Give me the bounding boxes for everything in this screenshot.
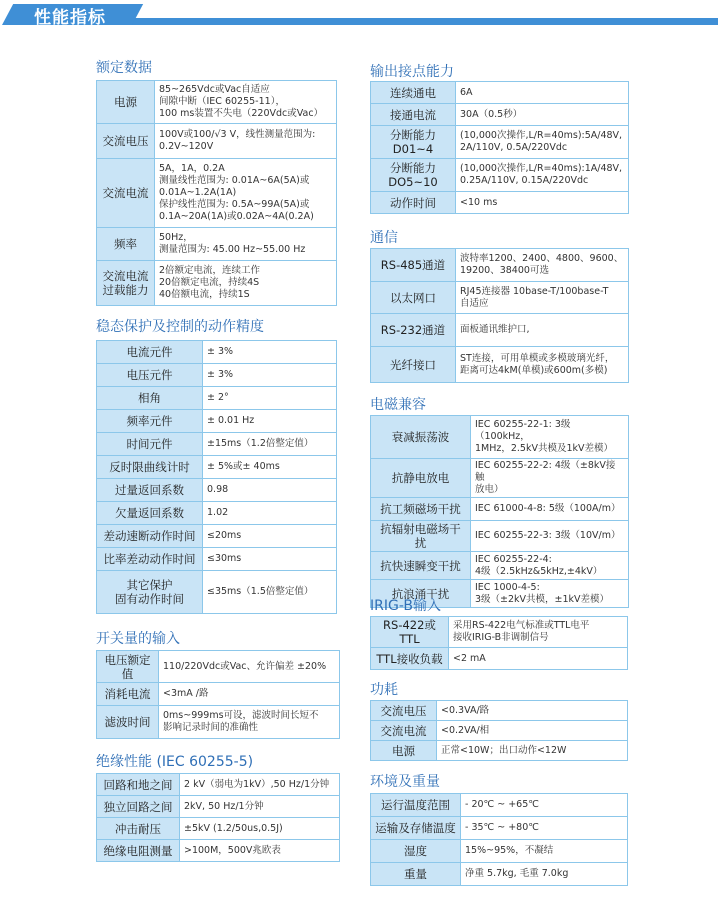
spec-label: 反时限曲线计时 bbox=[97, 456, 203, 479]
spec-row bbox=[371, 648, 628, 670]
spec-row bbox=[371, 126, 629, 159]
spec-value: <10 ms bbox=[456, 192, 629, 214]
spec-value: 100V或100/√3 V，线性测量范围为: 0.2V~120V bbox=[155, 124, 337, 159]
spec-row bbox=[371, 840, 628, 863]
spec-value: 5A，1A，0.2A 测量线性范围为: 0.01A~6A(5A)或 0.01A~1.2A(1A) 保护线性范围为: 0.5A~99A(5A)或 0.1A~20A(1A)或0.02A~4A(0.2A) bbox=[155, 159, 337, 228]
spec-value: IEC 60255-22-4: 4级（2.5kHz&5kHz,±4kV） bbox=[471, 552, 629, 580]
spec-label: 重量 bbox=[371, 863, 461, 886]
spec-row bbox=[371, 552, 629, 580]
spec-row bbox=[97, 456, 337, 479]
spec-value: 2 kV（弱电为1kV）,50 Hz/1分钟 bbox=[180, 774, 340, 796]
spec-label: 交流电流 过载能力 bbox=[97, 261, 155, 306]
spec-label: 回路和地之间 bbox=[97, 774, 180, 796]
spec-row bbox=[371, 159, 629, 192]
spec-label: 相角 bbox=[97, 387, 203, 410]
spec-label: 运行温度范围 bbox=[371, 794, 461, 817]
spec-label: TTL接收负载 bbox=[371, 648, 449, 670]
spec-label: 接通电流 bbox=[371, 104, 456, 126]
spec-row bbox=[97, 774, 340, 796]
spec-label: 交流电流 bbox=[371, 721, 437, 741]
page-title: 性能指标 bbox=[34, 8, 106, 28]
table-emc bbox=[370, 415, 629, 608]
spec-label: 以太网口 bbox=[371, 282, 456, 314]
spec-value: (10,000次操作,L/R=40ms):5A/48V, 2A/110V, 0.5A/220Vdc bbox=[456, 126, 629, 159]
spec-label: 抗工频磁场干扰 bbox=[371, 498, 471, 521]
spec-value: 采用RS-422电气标准或TTL电平 接收IRIG-B非调制信号 bbox=[449, 617, 628, 648]
table-irig bbox=[370, 616, 628, 670]
spec-row bbox=[97, 502, 337, 525]
spec-row bbox=[371, 104, 629, 126]
spec-value: 85~265Vdc或Vac自适应 间隙中断（IEC 60255-11）， 100 ms装置不失电（220Vdc或Vac） bbox=[155, 81, 337, 124]
spec-value: IEC 60255-22-1: 3级（100kHz， 1MHz，2.5kV共模及1kV差模） bbox=[471, 416, 629, 459]
spec-value: 面板通讯维护口, bbox=[456, 314, 629, 347]
spec-label: 电流元件 bbox=[97, 341, 203, 364]
spec-row bbox=[371, 416, 629, 459]
spec-value: 0.98 bbox=[203, 479, 337, 502]
spec-row bbox=[371, 863, 628, 886]
table-switch-input bbox=[96, 650, 340, 739]
spec-row bbox=[97, 818, 340, 840]
spec-row bbox=[371, 794, 628, 817]
spec-label: 湿度 bbox=[371, 840, 461, 863]
spec-row bbox=[371, 617, 628, 648]
spec-label: 其它保护 固有动作时间 bbox=[97, 571, 203, 614]
table-output bbox=[370, 81, 629, 214]
spec-row bbox=[371, 521, 629, 552]
spec-row bbox=[97, 525, 337, 548]
spec-value: IEC 60255-22-3: 3级（10V/m） bbox=[471, 521, 629, 552]
spec-value: RJ45连接器 10base-T/100base-T 自适应 bbox=[456, 282, 629, 314]
section-title-irig: IRIG-B输入 bbox=[370, 598, 441, 614]
spec-label: 频率 bbox=[97, 228, 155, 261]
spec-value: <0.2VA/相 bbox=[437, 721, 628, 741]
spec-row bbox=[371, 192, 629, 214]
spec-value: 50Hz， 测量范围为: 45.00 Hz~55.00 Hz bbox=[155, 228, 337, 261]
spec-label: 差动速断动作时间 bbox=[97, 525, 203, 548]
spec-row bbox=[97, 159, 337, 228]
spec-row bbox=[371, 701, 628, 721]
table-comm bbox=[370, 248, 629, 383]
table-accuracy bbox=[96, 340, 337, 614]
spec-row bbox=[371, 249, 629, 282]
spec-value: ± 0.01 Hz bbox=[203, 410, 337, 433]
spec-value: ±15ms（1.2倍整定值） bbox=[203, 433, 337, 456]
spec-label: 比率差动动作时间 bbox=[97, 548, 203, 571]
spec-value: ± 5%或± 40ms bbox=[203, 456, 337, 479]
spec-row bbox=[97, 571, 337, 614]
spec-value: <0.3VA/路 bbox=[437, 701, 628, 721]
spec-row bbox=[371, 82, 629, 104]
spec-value: ≤35ms（1.5倍整定值） bbox=[203, 571, 337, 614]
spec-value: ≤20ms bbox=[203, 525, 337, 548]
spec-row bbox=[97, 840, 340, 862]
spec-label: 分断能力 D01~4 bbox=[371, 126, 456, 159]
spec-row bbox=[371, 721, 628, 741]
spec-value: ± 2° bbox=[203, 387, 337, 410]
spec-row bbox=[97, 651, 340, 683]
spec-value: 0ms~999ms可设，滤波时间长短不 影响记录时间的准确性 bbox=[159, 706, 340, 739]
section-title-rated: 额定数据 bbox=[96, 60, 152, 76]
spec-value: IEC 61000-4-8: 5级（100A/m） bbox=[471, 498, 629, 521]
spec-label: 电压额定值 bbox=[97, 651, 159, 683]
spec-value: <3mA /路 bbox=[159, 683, 340, 706]
spec-label: RS-232通道 bbox=[371, 314, 456, 347]
table-rated bbox=[96, 80, 337, 306]
spec-label: 抗静电放电 bbox=[371, 459, 471, 498]
spec-row bbox=[97, 410, 337, 433]
spec-row bbox=[97, 683, 340, 706]
spec-row bbox=[97, 81, 337, 124]
spec-row bbox=[97, 706, 340, 739]
spec-value: 净重 5.7kg, 毛重 7.0kg bbox=[461, 863, 628, 886]
spec-label: 动作时间 bbox=[371, 192, 456, 214]
table-power bbox=[370, 700, 628, 761]
spec-value: IEC 1000-4-5: 3级（±2kV共模，±1kV差模） bbox=[471, 580, 629, 608]
spec-value: ST连接，可用单模或多模玻璃光纤， 距离可达4kM(单模)或600m(多模) bbox=[456, 347, 629, 383]
spec-row bbox=[97, 387, 337, 410]
spec-label: 过量返回系数 bbox=[97, 479, 203, 502]
spec-row bbox=[97, 433, 337, 456]
spec-label: 交流电压 bbox=[371, 701, 437, 721]
section-title-power: 功耗 bbox=[370, 682, 398, 698]
spec-label: 电压元件 bbox=[97, 364, 203, 387]
spec-value: ±5kV (1.2/50us,0.5J) bbox=[180, 818, 340, 840]
spec-value: ≤30ms bbox=[203, 548, 337, 571]
spec-value: 30A（0.5秒） bbox=[456, 104, 629, 126]
spec-row bbox=[371, 314, 629, 347]
spec-label: 电源 bbox=[97, 81, 155, 124]
spec-label: 消耗电流 bbox=[97, 683, 159, 706]
spec-row bbox=[97, 796, 340, 818]
spec-label: 交流电压 bbox=[97, 124, 155, 159]
spec-label: 交流电流 bbox=[97, 159, 155, 228]
section-title-accuracy: 稳态保护及控制的动作精度 bbox=[96, 319, 264, 335]
spec-row bbox=[97, 548, 337, 571]
spec-label: RS-422或TTL bbox=[371, 617, 449, 648]
spec-value: 正常<10W；出口动作<12W bbox=[437, 741, 628, 761]
spec-label: 滤波时间 bbox=[97, 706, 159, 739]
section-title-output: 输出接点能力 bbox=[370, 64, 454, 80]
spec-label: 欠量返回系数 bbox=[97, 502, 203, 525]
spec-value: 1.02 bbox=[203, 502, 337, 525]
section-title-comm: 通信 bbox=[370, 230, 398, 246]
spec-label: 电源 bbox=[371, 741, 437, 761]
table-insulation bbox=[96, 773, 340, 862]
spec-label: 抗浪涌干扰 bbox=[371, 580, 471, 608]
spec-label: 衰减振荡波 bbox=[371, 416, 471, 459]
spec-label: RS-485通道 bbox=[371, 249, 456, 282]
section-title-switch-input: 开关量的输入 bbox=[96, 631, 180, 647]
section-title-emc: 电磁兼容 bbox=[370, 397, 426, 413]
spec-row bbox=[97, 364, 337, 387]
spec-value: IEC 60255-22-2: 4级（±8kV接触 放电） bbox=[471, 459, 629, 498]
spec-label: 运输及存储温度 bbox=[371, 817, 461, 840]
spec-value: - 20℃ ~ +65℃ bbox=[461, 794, 628, 817]
spec-label: 抗辐射电磁场干扰 bbox=[371, 521, 471, 552]
spec-value: 2倍额定电流，连续工作 20倍额定电流，持续4S 40倍额电流，持续1S bbox=[155, 261, 337, 306]
spec-label: 绝缘电阻测量 bbox=[97, 840, 180, 862]
section-title-insulation: 绝缘性能 (IEC 60255-5) bbox=[96, 754, 254, 770]
section-title-env: 环境及重量 bbox=[370, 774, 440, 790]
spec-row bbox=[97, 479, 337, 502]
spec-value: 波特率1200、2400、4800、9600、 19200、38400可选 bbox=[456, 249, 629, 282]
spec-value: (10,000次操作,L/R=40ms):1A/48V, 0.25A/110V, 0.15A/220Vdc bbox=[456, 159, 629, 192]
spec-row bbox=[371, 741, 628, 761]
spec-row bbox=[97, 261, 337, 306]
spec-value: 110/220Vdc或Vac、允许偏差 ±20% bbox=[159, 651, 340, 683]
spec-row bbox=[97, 341, 337, 364]
spec-label: 频率元件 bbox=[97, 410, 203, 433]
banner-rule bbox=[90, 18, 718, 25]
spec-row bbox=[371, 498, 629, 521]
spec-row bbox=[371, 459, 629, 498]
spec-label: 连续通电 bbox=[371, 82, 456, 104]
spec-value: 15%~95%，不凝结 bbox=[461, 840, 628, 863]
spec-label: 独立回路之间 bbox=[97, 796, 180, 818]
spec-value: - 35℃ ~ +80℃ bbox=[461, 817, 628, 840]
spec-value: <2 mA bbox=[449, 648, 628, 670]
spec-label: 冲击耐压 bbox=[97, 818, 180, 840]
spec-value: ± 3% bbox=[203, 364, 337, 387]
spec-value: >100M，500V兆欧表 bbox=[180, 840, 340, 862]
spec-row bbox=[371, 817, 628, 840]
spec-label: 时间元件 bbox=[97, 433, 203, 456]
page-banner bbox=[0, 0, 720, 30]
spec-row bbox=[371, 347, 629, 383]
spec-label: 抗快速瞬变干扰 bbox=[371, 552, 471, 580]
spec-value: ± 3% bbox=[203, 341, 337, 364]
spec-value: 2kV, 50 Hz/1分钟 bbox=[180, 796, 340, 818]
spec-label: 光纤接口 bbox=[371, 347, 456, 383]
spec-row bbox=[97, 124, 337, 159]
table-env bbox=[370, 793, 628, 886]
spec-row bbox=[97, 228, 337, 261]
spec-label: 分断能力 DO5~10 bbox=[371, 159, 456, 192]
spec-value: 6A bbox=[456, 82, 629, 104]
spec-row bbox=[371, 282, 629, 314]
